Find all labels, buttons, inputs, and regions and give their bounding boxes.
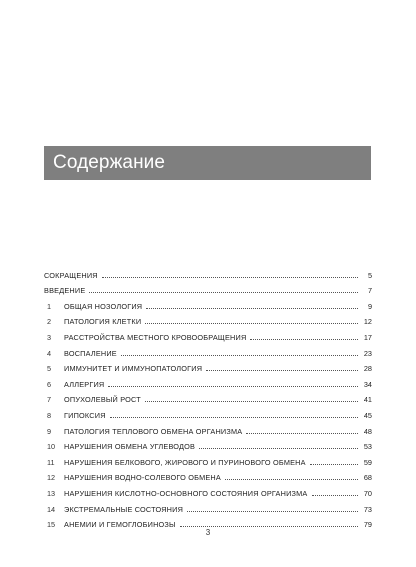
toc-entry-number: 5 [47,364,52,374]
toc-entry-number: 6 [47,379,52,389]
toc-entry-label: СОКРАЩЕНИЯ [44,270,98,280]
toc-entry-label: ИММУНИТЕТ И ИММУНОПАТОЛОГИЯ [64,364,203,374]
toc-entry-page: 28 [363,364,372,374]
toc-entry-page: 73 [363,504,372,514]
toc-entry-label: НАРУШЕНИЯ БЕЛКОВОГО, ЖИРОВОГО И ПУРИНОВОГО ОБМЕНА [64,457,306,467]
toc-entry-number: 4 [47,348,52,358]
toc-entry-number: 13 [47,488,56,498]
toc-entry-page: 41 [363,395,372,405]
toc-entry-label: ОПУХОЛЕВЫЙ РОСТ [64,395,141,405]
toc-entry-page: 79 [363,520,372,530]
toc-entry-page: 34 [363,379,372,389]
toc-entry[interactable] [44,451,372,467]
toc-entry[interactable] [44,342,372,358]
toc-entry-number: 14 [47,504,56,514]
toc-entry-number: 12 [47,473,56,483]
toc-entry-number: 11 [47,457,55,467]
toc-entry[interactable] [44,264,372,280]
toc-entry-label: НАРУШЕНИЯ ОБМЕНА УГЛЕВОДОВ [64,442,196,452]
toc-entry-page: 59 [363,457,372,467]
toc-entry-page: 7 [367,286,372,296]
toc-entry-page: 70 [363,488,372,498]
toc-entry-number: 15 [47,520,56,530]
toc-entry-label: ОБЩАЯ НОЗОЛОГИЯ [64,301,143,311]
toc-dot-leader [145,400,358,402]
toc-entry-page: 23 [363,348,372,358]
toc-entry-number: 2 [47,317,52,327]
toc-entry-page: 68 [363,473,372,483]
toc-entry[interactable] [44,514,372,530]
toc-dot-leader [89,291,358,293]
toc-entry-number: 1 [47,301,52,311]
toc-entry-page: 17 [363,332,372,342]
toc-dot-leader [108,385,358,387]
toc-entry[interactable] [44,326,372,342]
toc-dot-leader [246,432,358,434]
toc-dot-leader [180,525,358,527]
header-blank-area [44,0,371,122]
toc-entry-label: ЭКСТРЕМАЛЬНЫЕ СОСТОЯНИЯ [64,504,184,514]
contents-title-bar [44,146,371,180]
toc-dot-leader [110,416,358,418]
toc-dot-leader [187,510,358,512]
toc-dot-leader [225,478,358,480]
toc-dot-leader [146,307,358,309]
toc-entry-page: 53 [363,442,372,452]
toc-entry[interactable] [44,404,372,420]
toc-entry-number: 3 [47,332,52,342]
toc-entry-number: 10 [47,442,56,452]
toc-entry-label: РАССТРОЙСТВА МЕСТНОГО КРОВООБРАЩЕНИЯ [64,332,247,342]
toc-entry[interactable] [44,311,372,327]
toc-entry-label: ПАТОЛОГИЯ ТЕПЛОВОГО ОБМЕНА ОРГАНИЗМА [64,426,243,436]
toc-entry-label: ВВЕДЕНИЕ [44,286,86,296]
toc-entry-label: АНЕМИИ И ГЕМОГЛОБИНОЗЫ [64,520,176,530]
toc-entry-number: 7 [47,395,52,405]
toc-dot-leader [199,447,358,449]
toc-entry-label: АЛЛЕРГИЯ [64,379,105,389]
table-of-contents [44,264,372,529]
toc-dot-leader [102,276,358,278]
page-number: 3 [205,528,211,537]
toc-dot-leader [312,494,359,496]
toc-entry[interactable] [44,389,372,405]
toc-dot-leader [310,463,358,465]
toc-entry-page: 45 [363,410,372,420]
toc-entry[interactable] [44,420,372,436]
toc-dot-leader [206,369,358,371]
toc-dot-leader [250,338,358,340]
toc-entry-label: ПАТОЛОГИЯ КЛЕТКИ [64,317,142,327]
toc-entry[interactable] [44,358,372,374]
toc-entry[interactable] [44,280,372,296]
toc-entry[interactable] [44,295,372,311]
toc-entry-label: НАРУШЕНИЯ ВОДНО-СОЛЕВОГО ОБМЕНА [64,473,221,483]
toc-entry[interactable] [44,373,372,389]
toc-entry-label: НАРУШЕНИЯ КИСЛОТНО-ОСНОВНОГО СОСТОЯНИЯ ОРГАНИЗМА [64,488,308,498]
page-title: Содержание [53,152,166,173]
toc-entry[interactable] [44,482,372,498]
toc-entry-page: 48 [363,426,372,436]
toc-dot-leader [121,354,358,356]
toc-dot-leader [145,322,358,324]
toc-entry-label: ВОСПАЛЕНИЕ [64,348,117,358]
toc-entry-page: 9 [367,301,372,311]
toc-entry[interactable] [44,436,372,452]
toc-entry-page: 12 [363,317,372,327]
toc-entry[interactable] [44,498,372,514]
toc-entry-number: 8 [47,410,52,420]
toc-entry-number: 9 [47,426,52,436]
toc-entry-page: 5 [367,270,372,280]
toc-entry-label: ГИПОКСИЯ [64,410,106,420]
toc-entry[interactable] [44,467,372,483]
